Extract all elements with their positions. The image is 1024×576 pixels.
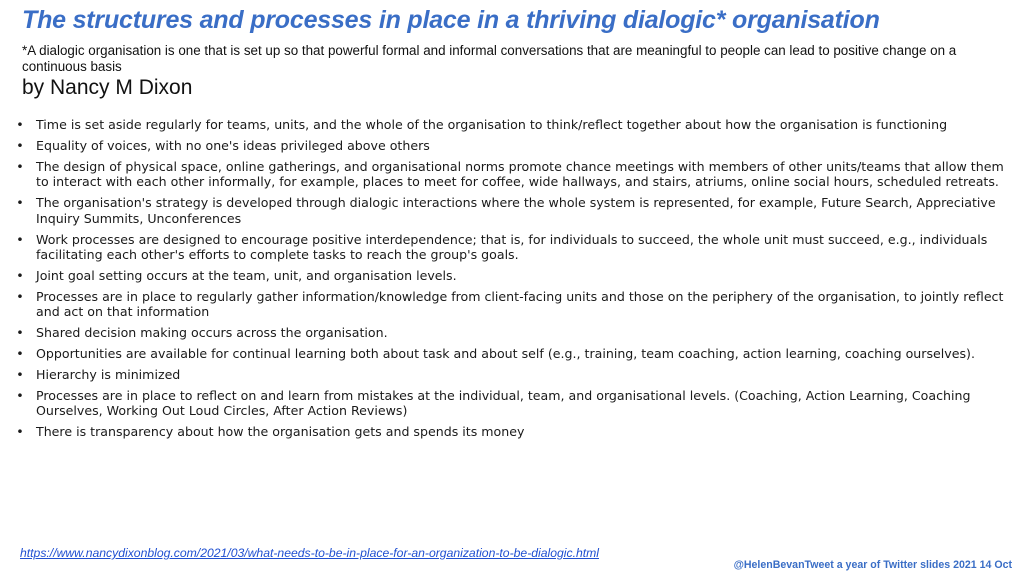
list-item	[15, 195, 1011, 226]
bullet-list	[15, 117, 1011, 445]
list-item	[15, 232, 1011, 263]
bullet-icon: •	[16, 195, 24, 211]
list-item	[15, 117, 1011, 133]
bullet-icon: •	[16, 267, 24, 283]
list-item	[15, 388, 1011, 419]
bullet-icon: •	[16, 137, 24, 153]
list-item-text: Opportunities are available for continual learning both about task and about self (e.g., training, team coaching, action learning, coaching ourselves).	[36, 346, 975, 362]
list-item-text: Processes are in place to reflect on and learn from mistakes at the individual, team, and organisational levels. (Coaching, Action Learning, Coaching Ourselves, Working Out Loud Circles, After Action Reviews)	[36, 387, 971, 419]
list-item	[15, 268, 1011, 284]
list-item	[15, 346, 1011, 362]
list-item-text: Joint goal setting occurs at the team, unit, and organisation levels.	[36, 267, 457, 283]
credit-line: @HelenBevanTweet a year of Twitter slides 2021 14 Oct	[733, 559, 1012, 571]
list-item-text: There is transparency about how the organisation gets and spends its money	[36, 424, 525, 440]
bullet-icon: •	[16, 346, 24, 362]
list-item-text: Shared decision making occurs across the organisation.	[36, 325, 388, 341]
bullet-icon: •	[16, 117, 24, 132]
author-byline: by Nancy M Dixon	[22, 76, 193, 99]
bullet-icon: •	[16, 387, 24, 403]
list-item-text: Work processes are designed to encourage positive interdependence; that is, for individuals to succeed, the whole unit must succeed, e.g., individuals facilitating each other's efforts to complete tasks to reach the group's goals.	[36, 231, 988, 263]
bullet-icon: •	[16, 424, 24, 440]
bullet-icon: •	[16, 231, 24, 247]
list-item-text: Equality of voices, with no one's ideas privileged above others	[36, 137, 430, 153]
bullet-icon: •	[16, 367, 24, 383]
list-item-text: Time is set aside regularly for teams, units, and the whole of the organisation to think/reflect together about how the organisation is functioning	[36, 117, 948, 132]
dialogic-definition: *A dialogic organisation is one that is set up so that powerful formal and informal conversations that are meaningful to people can lead to positive change on a continuous basis	[22, 43, 957, 74]
source-link[interactable]: https://www.nancydixonblog.com/2021/03/what-needs-to-be-in-place-for-an-organization-to-be-dialogic.html	[20, 546, 599, 560]
list-item-text: The design of physical space, online gatherings, and organisational norms promote chance meetings with members of other units/teams that allow them to interact with each other informally, for example, places to meet for coffee, wide hallways, and stairs, atriums, online social hours, scheduled retreats.	[36, 158, 1004, 190]
list-item-text: Processes are in place to regularly gather information/knowledge from client-facing units and those on the periphery of the organisation, to jointly reflect and act on that information	[36, 288, 1004, 320]
list-item	[15, 289, 1011, 320]
bullet-icon: •	[16, 288, 24, 304]
bullet-icon: •	[16, 325, 24, 341]
list-item-text: Hierarchy is minimized	[36, 367, 181, 383]
list-item	[15, 367, 1011, 383]
bullet-icon: •	[16, 158, 24, 174]
list-item	[15, 325, 1011, 341]
list-item	[15, 138, 1011, 154]
list-item	[15, 424, 1011, 440]
list-item-text: The organisation's strategy is developed through dialogic interactions where the whole system is represented, for example, Future Search, Appreciative Inquiry Summits, Unconferences	[36, 195, 996, 226]
slide-title: The structures and processes in place in a thriving dialogic* organisation	[22, 6, 880, 34]
list-item	[15, 159, 1011, 190]
